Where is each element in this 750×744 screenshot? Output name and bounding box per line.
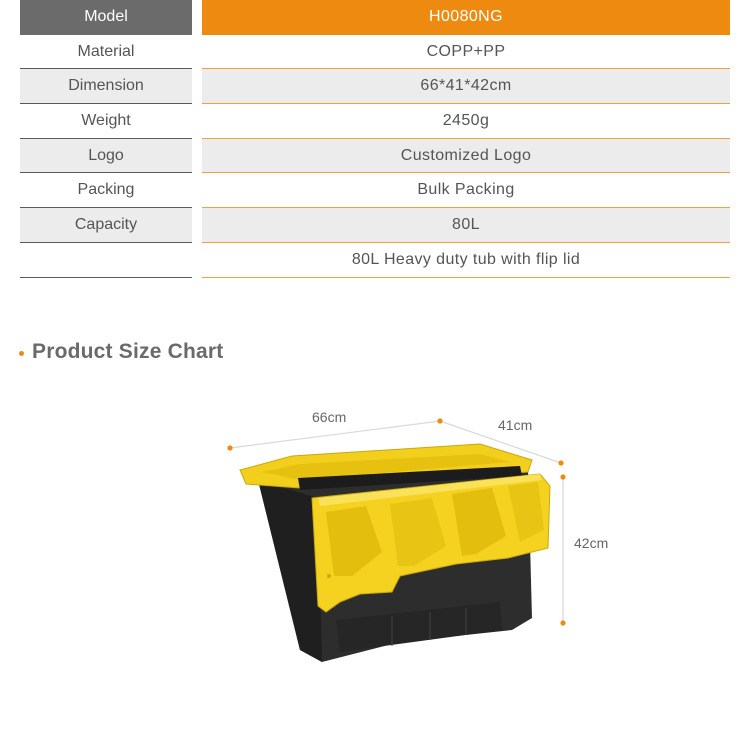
latch-icon (327, 574, 331, 578)
spec-label: Dimension (20, 69, 192, 104)
spec-value: Customized Logo (202, 139, 730, 174)
spec-label: Material (20, 35, 192, 70)
spec-row-description (20, 243, 730, 278)
spec-value: 66*41*42cm (202, 69, 730, 104)
spec-row-model (20, 0, 730, 35)
height-dimension-label: 42cm (574, 535, 609, 551)
spec-label: Capacity (20, 208, 192, 243)
spec-row-dimension (20, 69, 730, 104)
section-heading (19, 340, 223, 364)
tub-illustration (0, 380, 750, 739)
spec-label: Weight (20, 104, 192, 139)
spec-label: Model (20, 0, 192, 35)
spec-label: Packing (20, 173, 192, 208)
spec-table (20, 0, 730, 278)
product-size-diagram (0, 380, 750, 739)
width-dimension-label: 41cm (498, 417, 533, 433)
spec-label (20, 243, 192, 278)
spec-row-material (20, 35, 730, 70)
spec-row-packing (20, 173, 730, 208)
bullet-dot-icon (19, 351, 24, 356)
spec-row-weight (20, 104, 730, 139)
spec-value: 2450g (202, 104, 730, 139)
spec-value: 80L Heavy duty tub with flip lid (202, 243, 730, 278)
spec-value: Bulk Packing (202, 173, 730, 208)
spec-label: Logo (20, 139, 192, 174)
spec-value: COPP+PP (202, 35, 730, 70)
section-title: Product Size Chart (32, 340, 224, 363)
length-dimension-label: 66cm (312, 409, 347, 425)
spec-row-capacity (20, 208, 730, 243)
spec-value: H0080NG (202, 0, 730, 35)
spec-row-logo (20, 139, 730, 174)
spec-value: 80L (202, 208, 730, 243)
